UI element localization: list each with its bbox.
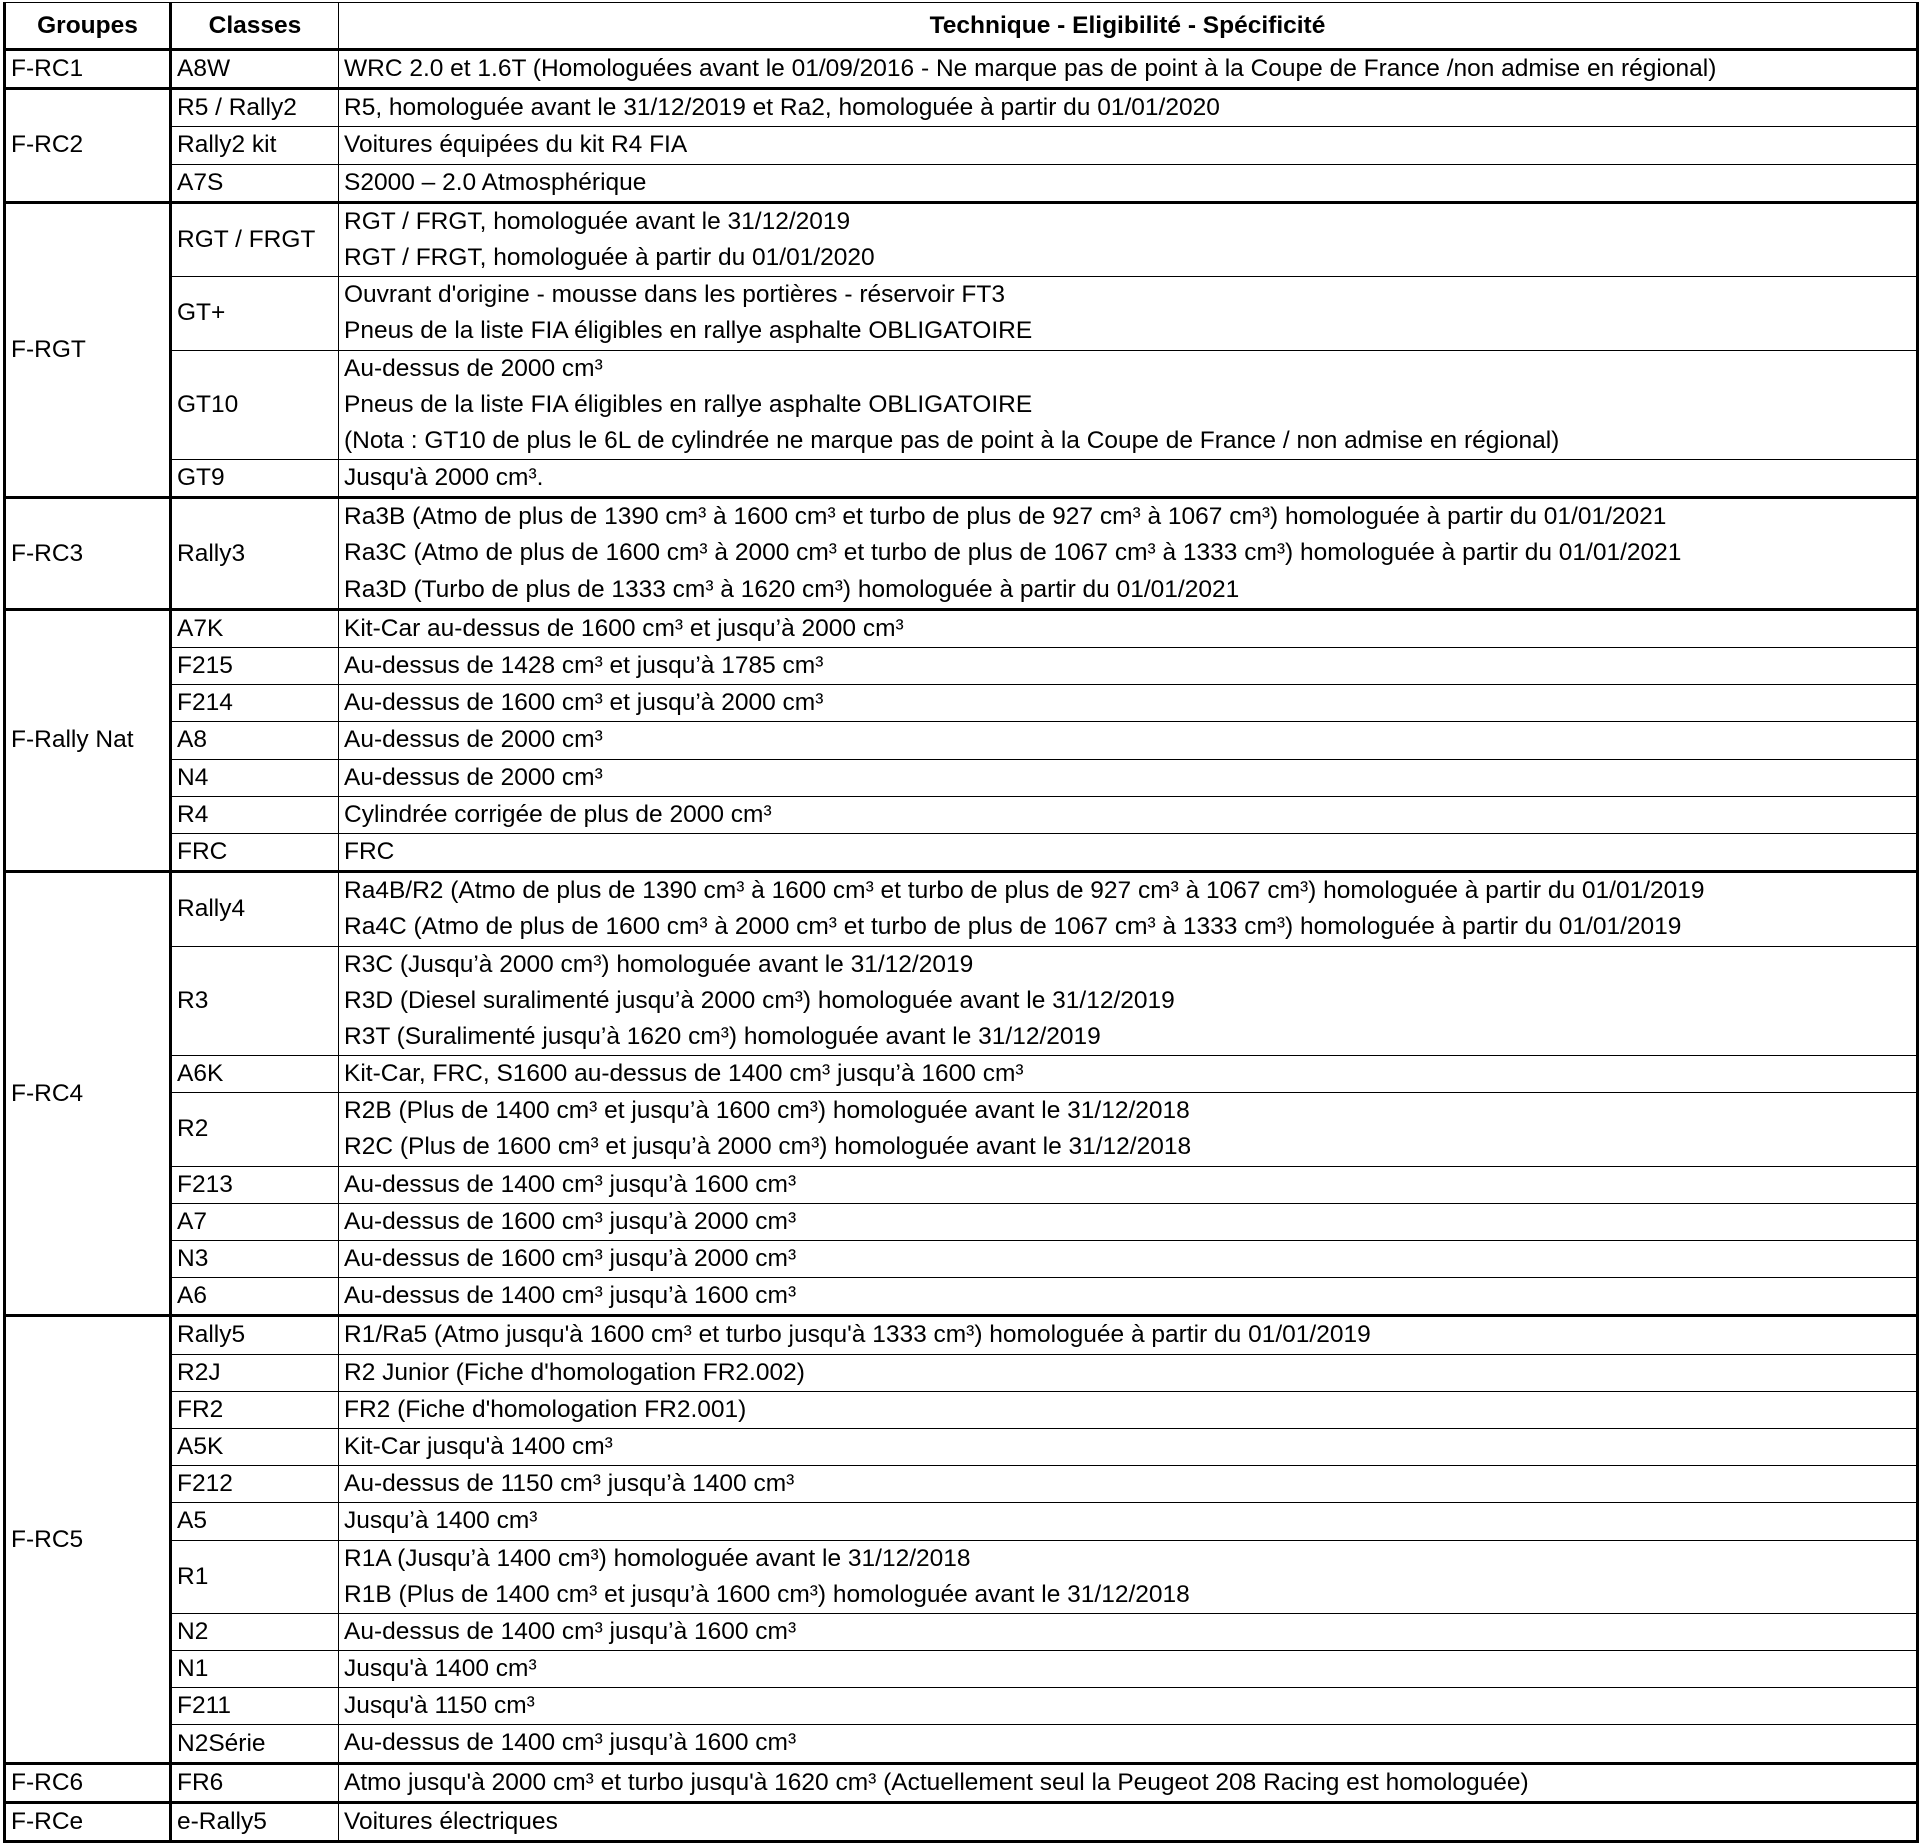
description-line: R2C (Plus de 1600 cm³ et jusqu’à 2000 cm³) homologuée avant le 31/12/2018 <box>344 1133 1192 1161</box>
table-row <box>5 722 1918 759</box>
description-cell <box>339 1278 1918 1316</box>
description-line: R3D (Diesel suralimenté jusqu’à 2000 cm³) homologuée avant le 31/12/2019 <box>344 986 1175 1014</box>
description-cell <box>339 1093 1918 1166</box>
class-cell: N2Série <box>171 1725 339 1763</box>
description-line: Au-dessus de 1150 cm³ jusqu’à 1400 cm³ <box>344 1470 795 1498</box>
description-cell <box>339 1688 1918 1725</box>
description-line: Pneus de la liste FIA éligibles en rallye asphalte OBLIGATOIRE <box>344 390 1033 418</box>
group-cell: F-RCe <box>5 1802 171 1841</box>
class-cell: GT+ <box>171 277 339 350</box>
table-row <box>5 759 1918 796</box>
table-row <box>5 946 1918 1056</box>
description-line: R2B (Plus de 1400 cm³ et jusqu’à 1600 cm³) homologuée avant le 31/12/2018 <box>344 1097 1190 1125</box>
description-cell <box>339 685 1918 722</box>
description-line: R1/Ra5 (Atmo jusqu'à 1600 cm³ et turbo jusqu'à 1333 cm³) homologuée à partir du 01/01/2019 <box>344 1321 1371 1349</box>
table-row <box>5 1354 1918 1391</box>
description-cell <box>339 796 1918 833</box>
table-row <box>5 1503 1918 1540</box>
description-line: R3T (Suralimenté jusqu’à 1620 cm³) homologuée avant le 31/12/2019 <box>344 1022 1101 1050</box>
class-cell: N4 <box>171 759 339 796</box>
description-line: (Nota : GT10 de plus le 6L de cylindrée ne marque pas de point à la Coupe de France / non admise en régional) <box>344 426 1560 454</box>
class-cell: R2J <box>171 1354 339 1391</box>
description-line: Kit-Car au-dessus de 1600 cm³ et jusqu’à 2000 cm³ <box>344 614 904 642</box>
description-line: Au-dessus de 1600 cm³ jusqu’à 2000 cm³ <box>344 1245 797 1272</box>
description-line: Ra4C (Atmo de plus de 1600 cm³ à 2000 cm³ et turbo de plus de 1067 cm³ à 1333 cm³) homologuée à partir du 01/01/2019 <box>344 913 1682 941</box>
description-line: Kit-Car, FRC, S1600 au-dessus de 1400 cm³ jusqu’à 1600 cm³ <box>344 1060 1024 1088</box>
class-cell: N3 <box>171 1241 339 1278</box>
description-line: Ra3B (Atmo de plus de 1390 cm³ à 1600 cm³ et turbo de plus de 927 cm³ à 1067 cm³) homologuée à partir du 01/01/2021 <box>344 503 1667 531</box>
table-row <box>5 1428 1918 1465</box>
header-description: Technique - Eligibilité - Spécificité <box>339 3 1918 50</box>
class-cell: A8 <box>171 722 339 759</box>
table-row <box>5 1688 1918 1725</box>
description-cell <box>339 1391 1918 1428</box>
description-cell <box>339 277 1918 350</box>
description-cell <box>339 350 1918 460</box>
table-row <box>5 1391 1918 1428</box>
description-line: FRC <box>344 837 395 865</box>
group-cell: F-Rally Nat <box>5 609 171 871</box>
class-cell: A6 <box>171 1278 339 1316</box>
description-cell <box>339 759 1918 796</box>
class-cell: R5 / Rally2 <box>171 89 339 127</box>
description-line: Au-dessus de 1600 cm³ jusqu’à 2000 cm³ <box>344 1207 797 1235</box>
table-row <box>5 796 1918 833</box>
class-cell: GT10 <box>171 350 339 460</box>
description-line: Jusqu'à 1150 cm³ <box>344 1692 535 1720</box>
description-cell <box>339 202 1918 276</box>
description-line: Jusqu'à 1400 cm³ <box>344 1655 537 1683</box>
description-line: Au-dessus de 1600 cm³ et jusqu’à 2000 cm³ <box>344 689 824 717</box>
description-cell <box>339 164 1918 202</box>
table-row <box>5 1056 1918 1093</box>
class-cell: N2 <box>171 1613 339 1650</box>
class-cell: A8W <box>171 50 339 89</box>
classification-table <box>3 2 1919 1843</box>
description-cell <box>339 722 1918 759</box>
class-cell: Rally5 <box>171 1316 339 1354</box>
description-cell <box>339 50 1918 89</box>
description-cell <box>339 1354 1918 1391</box>
class-cell: F215 <box>171 648 339 685</box>
description-line: R5, homologuée avant le 31/12/2019 et Ra2, homologuée à partir du 01/01/2020 <box>344 94 1220 122</box>
description-line: Au-dessus de 1400 cm³ jusqu’à 1600 cm³ <box>344 1617 797 1645</box>
table-row <box>5 1203 1918 1240</box>
table-row <box>5 1166 1918 1203</box>
class-cell: A7 <box>171 1203 339 1240</box>
description-line: Ouvrant d'origine - mousse dans les portières - réservoir FT3 <box>344 281 1005 309</box>
description-cell <box>339 1763 1918 1802</box>
description-line: FR2 (Fiche d'homologation FR2.001) <box>344 1395 747 1423</box>
table-row <box>5 609 1918 647</box>
description-line: Pneus de la liste FIA éligibles en rallye asphalte OBLIGATOIRE <box>344 317 1033 345</box>
table-row <box>5 89 1918 127</box>
description-line: Ra3C (Atmo de plus de 1600 cm³ à 2000 cm³ et turbo de plus de 1067 cm³ à 1333 cm³) homologuée à partir du 01/01/2021 <box>344 539 1682 567</box>
class-cell: FR2 <box>171 1391 339 1428</box>
description-cell <box>339 1503 1918 1540</box>
description-cell <box>339 1725 1918 1763</box>
table-row <box>5 460 1918 498</box>
description-line: Au-dessus de 1400 cm³ jusqu’à 1600 cm³ <box>344 1729 797 1757</box>
description-line: WRC 2.0 et 1.6T (Homologuées avant le 01/09/2016 - Ne marque pas de point à la Coupe de France /non admise en régional) <box>344 55 1717 82</box>
table-row <box>5 685 1918 722</box>
group-cell: F-RC3 <box>5 498 171 610</box>
table-body <box>5 50 1918 1842</box>
description-cell <box>339 127 1918 164</box>
table-row <box>5 350 1918 460</box>
class-cell: FR6 <box>171 1763 339 1802</box>
group-cell: F-RC5 <box>5 1316 171 1763</box>
table-row <box>5 1093 1918 1166</box>
table-row <box>5 648 1918 685</box>
description-cell <box>339 460 1918 498</box>
description-line: Ra3D (Turbo de plus de 1333 cm³ à 1620 cm³) homologuée à partir du 01/01/2021 <box>344 575 1240 603</box>
class-cell: A6K <box>171 1056 339 1093</box>
description-cell <box>339 648 1918 685</box>
class-cell: GT9 <box>171 460 339 498</box>
class-cell: Rally3 <box>171 498 339 610</box>
table-row <box>5 1651 1918 1688</box>
table-row <box>5 1763 1918 1802</box>
description-line: Au-dessus de 1428 cm³ et jusqu’à 1785 cm³ <box>344 652 824 679</box>
description-line: S2000 – 2.0 Atmosphérique <box>344 168 647 196</box>
class-cell: R3 <box>171 946 339 1056</box>
description-line: RGT / FRGT, homologuée avant le 31/12/2019 <box>344 207 851 235</box>
class-cell: A7K <box>171 609 339 647</box>
description-cell <box>339 1651 1918 1688</box>
class-cell: F214 <box>171 685 339 722</box>
description-cell <box>339 1540 1918 1613</box>
class-cell: A7S <box>171 164 339 202</box>
description-line: Ra4B/R2 (Atmo de plus de 1390 cm³ à 1600 cm³ et turbo de plus de 927 cm³ à 1067 cm³) homologuée à partir du 01/01/2019 <box>344 877 1705 905</box>
description-cell <box>339 1466 1918 1503</box>
description-line: R1B (Plus de 1400 cm³ et jusqu’à 1600 cm³) homologuée avant le 31/12/2018 <box>344 1580 1190 1608</box>
table-row <box>5 50 1918 89</box>
description-cell <box>339 1241 1918 1278</box>
description-cell <box>339 946 1918 1056</box>
class-cell: N1 <box>171 1651 339 1688</box>
description-cell <box>339 498 1918 610</box>
description-line: Voitures équipées du kit R4 FIA <box>344 131 688 159</box>
class-cell: F213 <box>171 1166 339 1203</box>
description-line: Jusqu'à 2000 cm³. <box>344 464 544 492</box>
table-row <box>5 277 1918 350</box>
description-line: R1A (Jusqu’à 1400 cm³) homologuée avant le 31/12/2018 <box>344 1544 971 1572</box>
description-cell <box>339 1203 1918 1240</box>
table-row <box>5 1466 1918 1503</box>
description-cell <box>339 1056 1918 1093</box>
table-row <box>5 127 1918 164</box>
description-cell <box>339 609 1918 647</box>
description-line: Kit-Car jusqu'à 1400 cm³ <box>344 1432 613 1460</box>
table-row <box>5 1540 1918 1613</box>
table-row <box>5 833 1918 871</box>
description-cell <box>339 1166 1918 1203</box>
table-row <box>5 202 1918 276</box>
table-row <box>5 1278 1918 1316</box>
description-line: Au-dessus de 2000 cm³ <box>344 354 603 382</box>
class-cell: A5 <box>171 1503 339 1540</box>
class-cell: A5K <box>171 1428 339 1465</box>
description-line: Jusqu’à 1400 cm³ <box>344 1507 538 1535</box>
class-cell: RGT / FRGT <box>171 202 339 276</box>
group-cell: F-RC4 <box>5 872 171 1316</box>
class-cell: F211 <box>171 1688 339 1725</box>
description-line: R3C (Jusqu’à 2000 cm³) homologuée avant le 31/12/2019 <box>344 950 974 978</box>
group-cell: F-RGT <box>5 202 171 498</box>
description-line: Au-dessus de 1400 cm³ jusqu’à 1600 cm³ <box>344 1170 797 1198</box>
table-row <box>5 1613 1918 1650</box>
header-classes: Classes <box>171 3 339 50</box>
class-cell: FRC <box>171 833 339 871</box>
class-cell: e-Rally5 <box>171 1802 339 1841</box>
group-cell: F-RC2 <box>5 89 171 203</box>
group-cell: F-RC1 <box>5 50 171 89</box>
table-row <box>5 872 1918 946</box>
description-line: Au-dessus de 2000 cm³ <box>344 763 603 791</box>
description-cell <box>339 833 1918 871</box>
description-cell <box>339 1428 1918 1465</box>
header-groupes: Groupes <box>5 3 171 50</box>
class-cell: Rally2 kit <box>171 127 339 164</box>
description-cell <box>339 1316 1918 1354</box>
description-line: RGT / FRGT, homologuée à partir du 01/01/2020 <box>344 243 875 271</box>
class-cell: R1 <box>171 1540 339 1613</box>
description-line: Cylindrée corrigée de plus de 2000 cm³ <box>344 800 772 828</box>
header-row <box>5 3 1918 50</box>
class-cell: F212 <box>171 1466 339 1503</box>
description-cell <box>339 872 1918 946</box>
description-line: R2 Junior (Fiche d'homologation FR2.002) <box>344 1358 805 1386</box>
table-row <box>5 498 1918 610</box>
description-line: Atmo jusqu'à 2000 cm³ et turbo jusqu'à 1620 cm³ (Actuellement seul la Peugeot 208 Racing est homologuée) <box>344 1768 1529 1796</box>
table-row <box>5 1316 1918 1354</box>
description-cell <box>339 89 1918 127</box>
class-cell: R2 <box>171 1093 339 1166</box>
class-cell: R4 <box>171 796 339 833</box>
description-line: Voitures électriques <box>344 1807 558 1835</box>
description-line: Au-dessus de 1400 cm³ jusqu’à 1600 cm³ <box>344 1282 797 1310</box>
class-cell: Rally4 <box>171 872 339 946</box>
table-row <box>5 1725 1918 1763</box>
group-cell: F-RC6 <box>5 1763 171 1802</box>
table-row <box>5 1241 1918 1278</box>
table-row <box>5 164 1918 202</box>
description-line: Au-dessus de 2000 cm³ <box>344 726 603 754</box>
description-cell <box>339 1613 1918 1650</box>
